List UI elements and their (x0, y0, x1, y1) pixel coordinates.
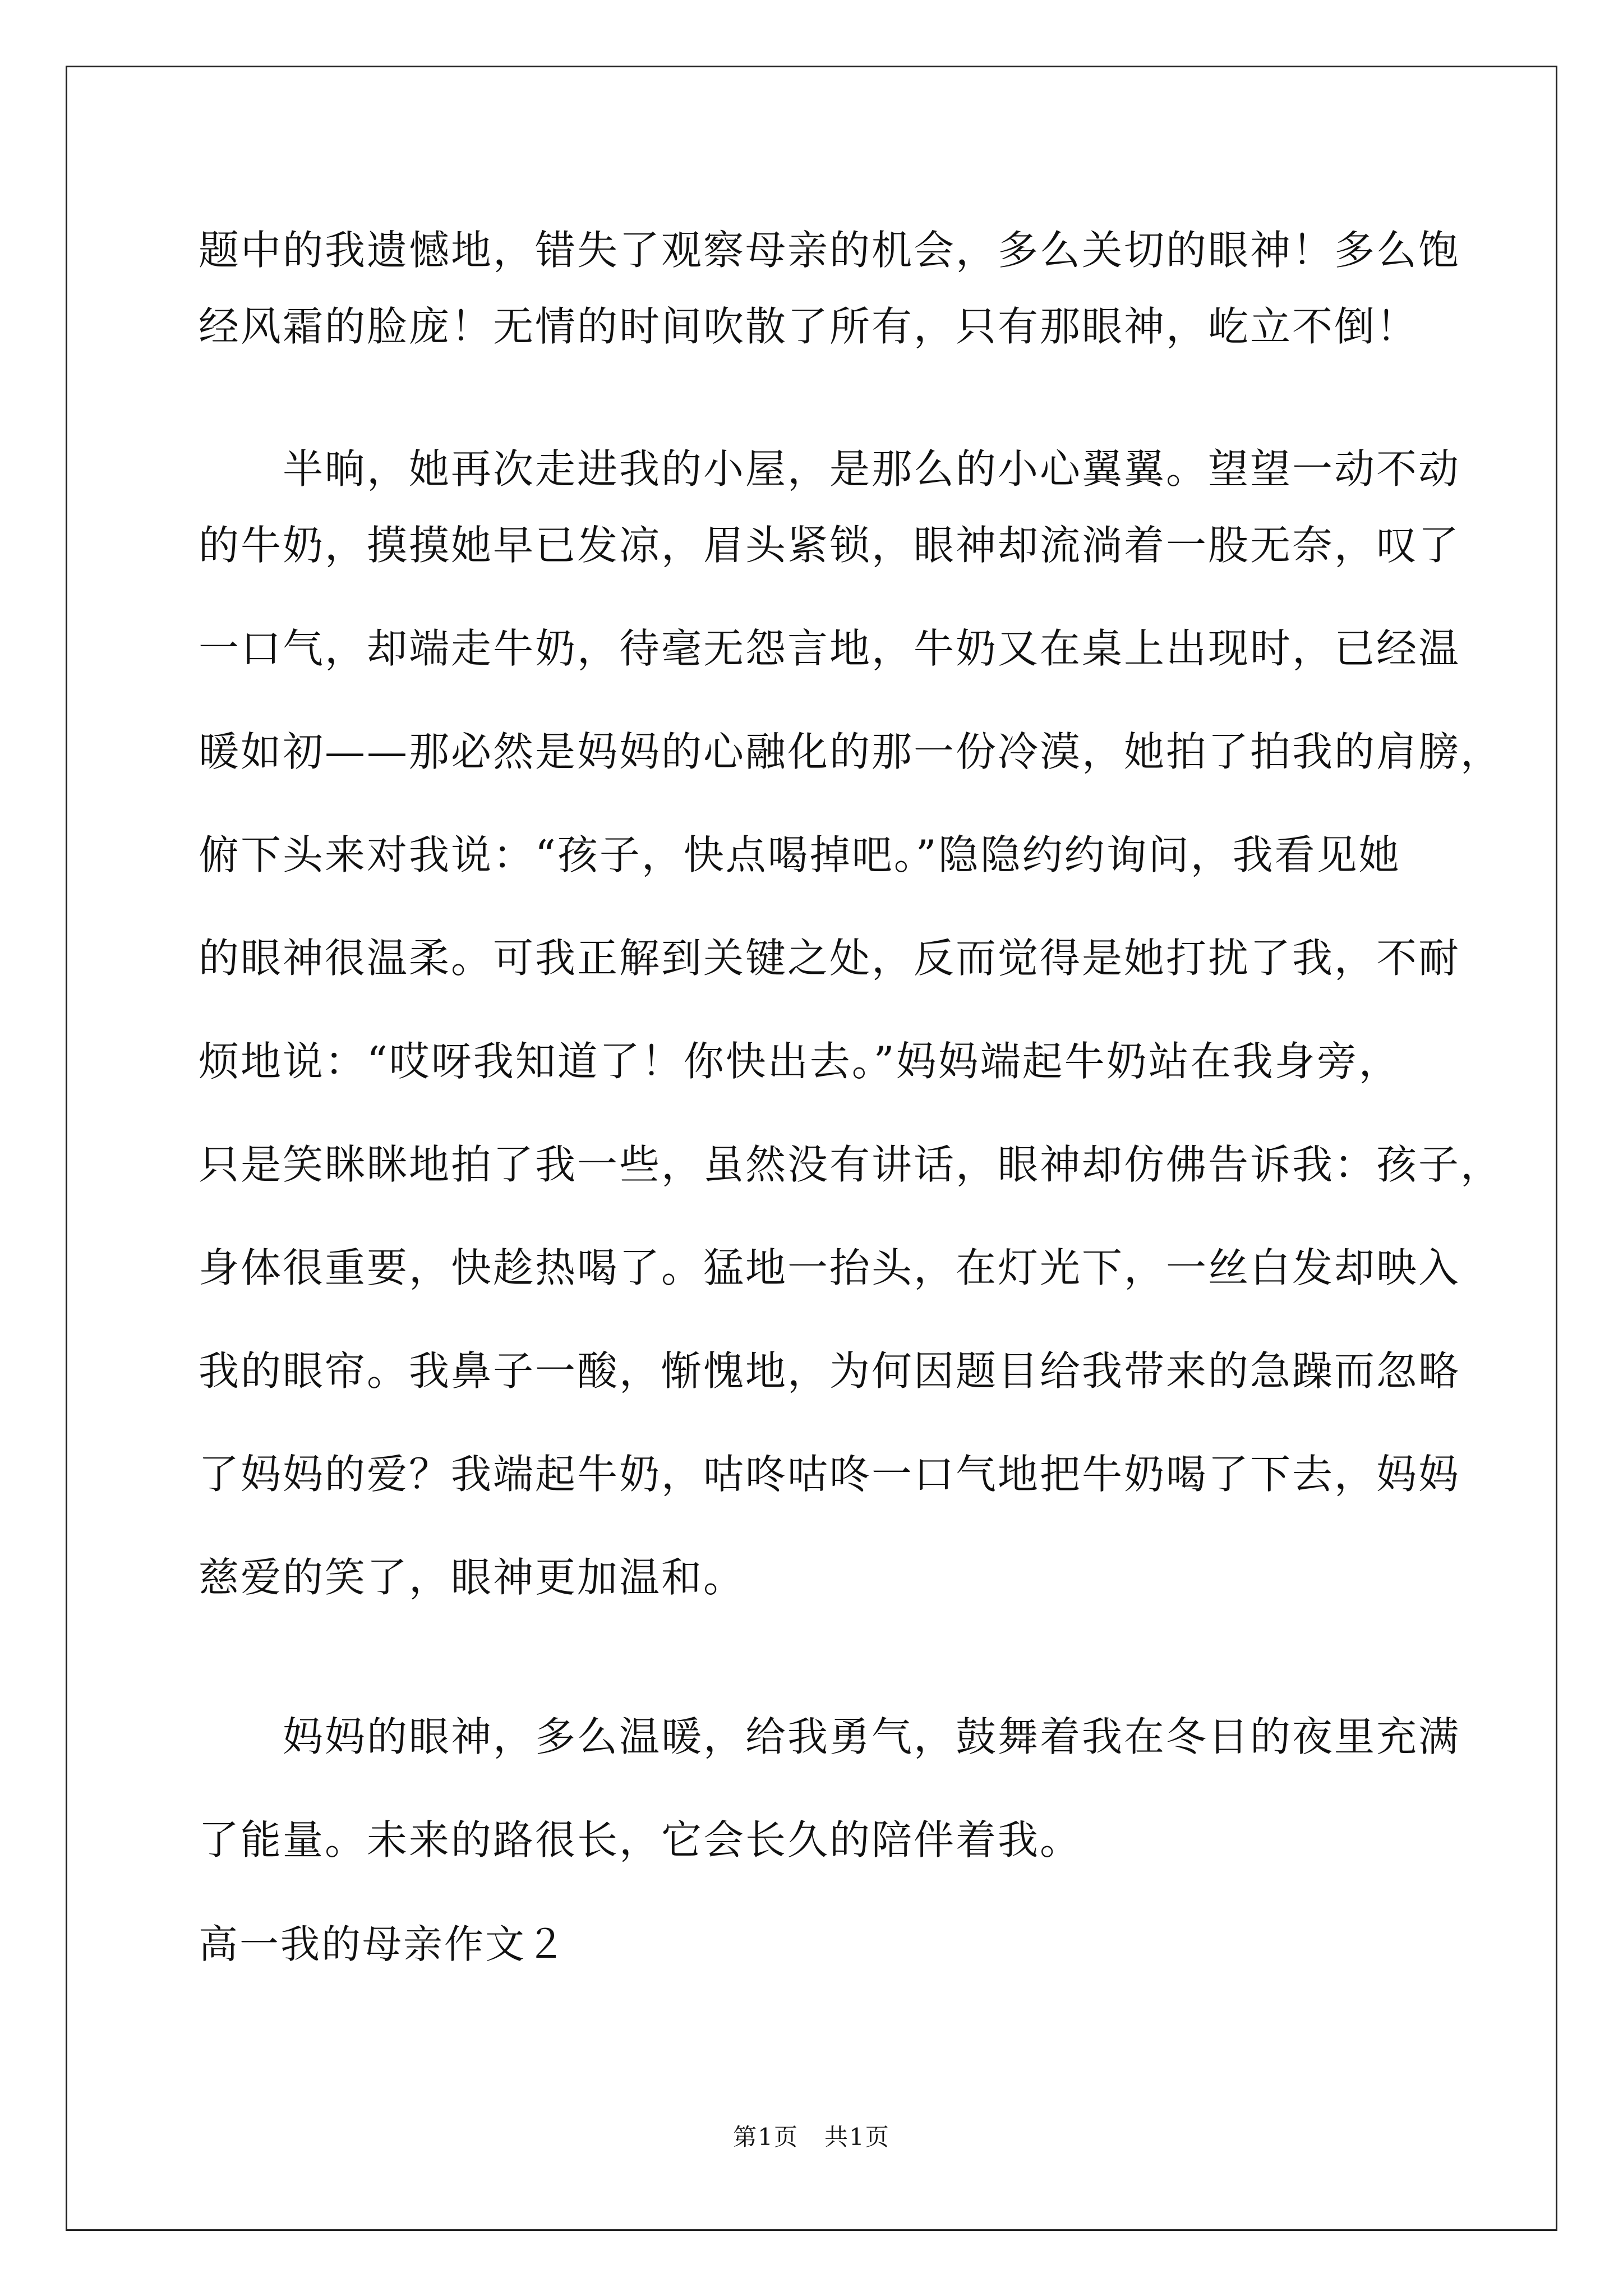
paragraph-line: 身体很重要，快趁热喝了。猛地一抬头，在灯光下，一丝白发却映入 (199, 1244, 1461, 1291)
paragraph-line: 妈妈的眼神，多么温暖，给我勇气，鼓舞着我在冬日的夜里充满 (199, 1713, 1461, 1760)
page-total: 共1页 (824, 2123, 890, 2151)
paragraph-line: 烦地说：“哎呀我知道了！你快出去。”妈妈端起牛奶站在我身旁， (199, 1038, 1401, 1085)
paragraph-line: 经风霜的脸庞！无情的时间吹散了所有，只有那眼神，屹立不倒！ (199, 303, 1419, 350)
next-essay-title: 高一我的母亲作文２ (199, 1921, 567, 1967)
paragraph-line: 了妈妈的爱？我端起牛奶，咕咚咕咚一口气地把牛奶喝了下去，妈妈 (199, 1451, 1461, 1498)
paragraph-line: 的眼神很温柔。可我正解到关键之处，反而觉得是她打扰了我，不耐 (199, 935, 1461, 982)
paragraph-line: 的牛奶，摸摸她早已发凉，眉头紧锁，眼神却流淌着一股无奈，叹了 (199, 522, 1461, 569)
paragraph-line: 只是笑眯眯地拍了我一些，虽然没有讲话，眼神却仿佛告诉我：孩子， (199, 1141, 1503, 1188)
page-number: 第1页 (733, 2123, 799, 2151)
paragraph-line: 一口气，却端走牛奶，待毫无怨言地，牛奶又在桌上出现时，已经温 (199, 625, 1461, 672)
paragraph-line: 暖如初——那必然是妈妈的心融化的那一份冷漠，她拍了拍我的肩膀， (199, 728, 1503, 775)
page-footer (0, 2120, 1623, 2154)
paragraph-line: 了能量。未来的路很长，它会长久的陪伴着我。 (199, 1816, 1082, 1864)
paragraph-line: 俯下头来对我说：“孩子，快点喝掉吧。”隐隐约约询问，我看见她 (199, 831, 1401, 878)
paragraph-line: 半晌，她再次走进我的小屋，是那么的小心翼翼。望望一动不动 (199, 445, 1461, 493)
paragraph-line: 我的眼帘。我鼻子一酸，惭愧地，为何因题目给我带来的急躁而忽略 (199, 1347, 1461, 1395)
paragraph-line: 题中的我遗憾地，错失了观察母亲的机会，多么关切的眼神！多么饱 (199, 227, 1461, 274)
paragraph-line: 慈爱的笑了，眼神更加温和。 (199, 1554, 746, 1601)
